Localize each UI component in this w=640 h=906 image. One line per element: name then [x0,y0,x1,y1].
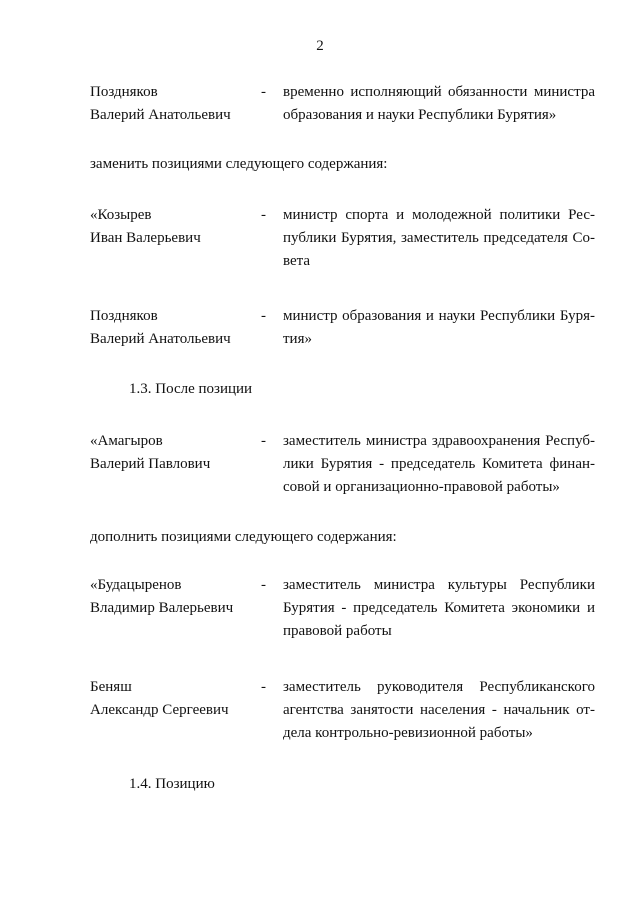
role-line: совой и организационно-правовой работы» [283,479,560,495]
paragraph-supplement: дополнить позициями следующего содержания: [90,529,397,545]
position-description [283,305,595,351]
role-line: образования и науки Республики Бурятия» [283,107,557,123]
role-line: вета [283,253,311,269]
role-line: временно исполняющий обязанности министра [283,84,595,100]
role-line: агентства занятости населения - начальник от- [283,702,595,718]
name-line: Иван Валерьевич [90,230,201,246]
position-description [283,81,595,127]
name-line: Беняш [90,679,132,695]
name-line: Валерий Анатольевич [90,331,231,347]
role-line: министр спорта и молодежной политики Рес- [283,207,595,223]
person-name [90,81,258,127]
dash-separator: - [261,308,266,324]
person-name [90,430,258,476]
name-line: Валерий Анатольевич [90,107,231,123]
position-description [283,430,595,499]
role-line: тия» [283,331,312,347]
paragraph-item-1-3: 1.3. После позиции [129,381,253,397]
role-line: Бурятия - председатель Комитета экономики и [283,600,595,616]
paragraph-item-1-4: 1.4. Позицию [129,776,215,792]
name-line: Александр Сергеевич [90,702,229,718]
page-number: 2 [316,38,324,54]
role-line: министр образования и науки Республики Буря- [283,308,595,324]
dash-separator: - [261,207,266,223]
name-line: Валерий Павлович [90,456,211,472]
position-description [283,574,595,643]
name-line: «Амагыров [90,433,163,449]
dash-separator: - [261,679,266,695]
role-line: заместитель министра культуры Республики [283,577,595,593]
name-line: «Козырев [90,207,152,223]
role-line: правовой работы [283,623,392,639]
dash-separator: - [261,84,266,100]
role-line: заместитель министра здравоохранения Респуб- [283,433,595,449]
name-line: Поздняков [90,308,158,324]
name-line: «Будацыренов [90,577,182,593]
dash-separator: - [261,577,266,593]
person-name [90,305,258,351]
person-name [90,574,258,620]
name-line: Поздняков [90,84,158,100]
role-line: заместитель руководителя Республиканского [283,679,595,695]
name-line: Владимир Валерьевич [90,600,234,616]
person-name [90,204,258,250]
dash-separator: - [261,433,266,449]
paragraph-replace: заменить позициями следующего содержания: [90,156,388,172]
position-description [283,204,595,273]
person-name [90,676,258,722]
role-line: дела контрольно-ревизионной работы» [283,725,533,741]
role-line: лики Бурятия - председатель Комитета финан- [283,456,595,472]
position-description [283,676,595,745]
role-line: публики Бурятия, заместитель председателя Со- [283,230,595,246]
